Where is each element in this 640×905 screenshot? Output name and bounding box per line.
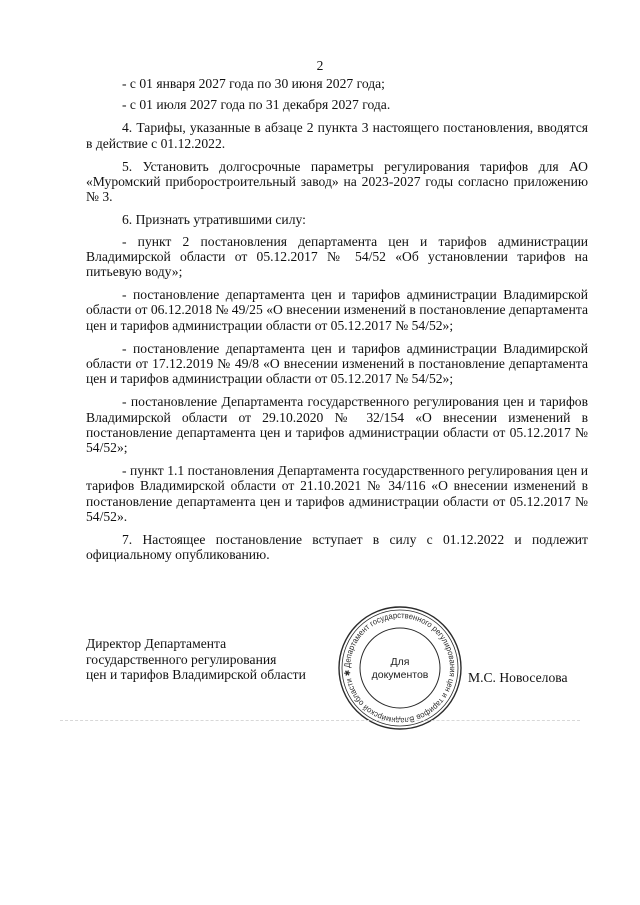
signature-title-line-2: государственного регулирования (86, 651, 277, 667)
official-stamp (336, 604, 464, 732)
stamp-center-line-2: документов (371, 669, 429, 681)
paragraph-repeal-2: - постановление департамента цен и тарифов администрации Владимирской области от 06.12.2018 № 49/25 «О внесении изменений в постановление департамента цен и тарифов администрации области от 05.12.2017 № 54/52»; (86, 287, 588, 333)
signer-name: М.С. Новоселова (468, 670, 568, 685)
paragraph-item-5: 5. Установить долгосрочные параметры регулирования тарифов для АО «Муромский приборостроительный завод» на 2023-2027 годы согласно приложению № 3. (86, 158, 588, 205)
paragraph-repeal-3: - постановление департамента цен и тарифов администрации Владимирской области от 17.12.2019 № 49/8 «О внесении изменений в постановление департамента цен и тарифов администрации области от 05.12.2017 № 54/52»; (86, 340, 588, 387)
paragraph-period-first-half-2027: - с 01 января 2027 года по 30 июня 2027 года; (122, 76, 385, 91)
paragraph-period-second-half-2027: - с 01 июля 2027 года по 31 декабря 2027 года. (122, 97, 391, 113)
paragraph-repeal-5: - пункт 1.1 постановления Департамента государственного регулирования цен и тарифов Владимирской области от 21.10.2021 № 34/116 «О внесении изменений в постановление департамента цен и тарифов администрации области от 05.12.2017 № 54/52». (86, 463, 588, 524)
paragraph-repeal-1: - пункт 2 постановления департамента цен и тарифов администрации Владимирской области от 05.12.2017 № 54/52 «Об установлении тарифов на питьевую воду»; (86, 233, 588, 280)
paragraph-repeal-4: - постановление Департамента государственного регулирования цен и тарифов Владимирской области от 29.10.2020 № 32/154 «О внесении изменений в постановление департамента цен и тарифов администрации области от 05.12.2017 № 54/52»; (86, 394, 588, 456)
scan-artifact-line (60, 720, 580, 721)
signature-title (86, 636, 306, 683)
stamp-ring-text: Департамент государственного регулирования цен и тарифов Владимирской области ✱ (342, 610, 458, 726)
paragraph-item-4: 4. Тарифы, указанные в абзаце 2 пункта 3 настоящего постановления, вводятся в действие с 01.12.2022. (86, 120, 588, 151)
paragraph-item-7: 7. Настоящее постановление вступает в силу с 01.12.2022 и подлежит официальному опубликованию. (86, 532, 588, 563)
signature-title-line-3: цен и тарифов Владимирской области (86, 667, 306, 683)
page-number: 2 (316, 58, 324, 73)
paragraph-item-6: 6. Признать утратившими силу: (122, 212, 306, 228)
stamp-center-text (336, 656, 464, 682)
stamp-center-line-1: Для (390, 656, 410, 668)
document-body (86, 76, 588, 568)
signature-title-line-1: Директор Департамента (86, 636, 227, 651)
